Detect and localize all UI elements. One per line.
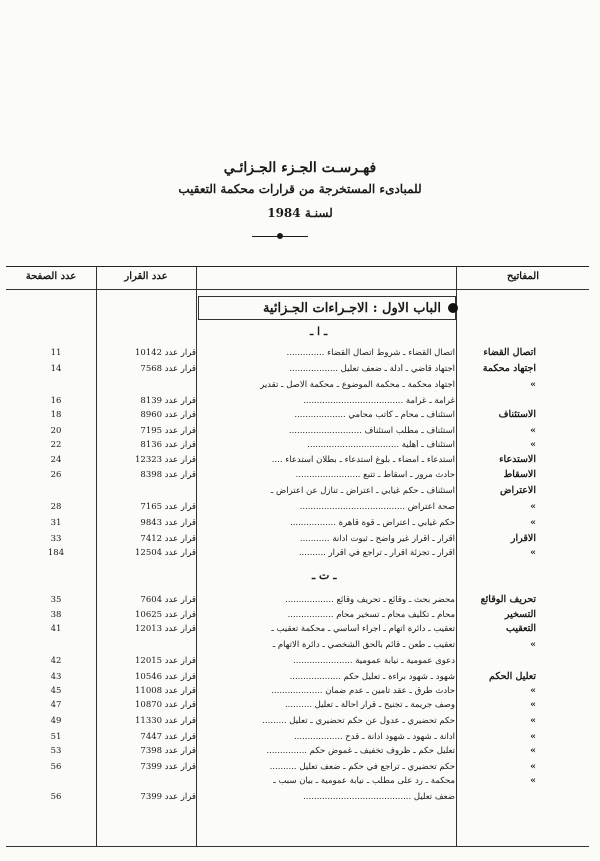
entry-key: الاسقاط (503, 469, 536, 480)
page-number: 14 (50, 364, 62, 374)
entry-subject: حكم تحضيري ـ تراجع في حكم ـ ضعف تعليل .......... (269, 762, 455, 772)
entry-subject: استئناف ـ محام ـ كاتب محامي ................... (294, 410, 455, 420)
page-number: 47 (50, 700, 62, 710)
entry-key: الاعتراض (500, 485, 536, 496)
bullet-icon (448, 303, 458, 313)
table-row (0, 502, 600, 516)
decision-number: قرار عدد 7195 (140, 426, 196, 436)
column-header-keys: المفاتيح (507, 271, 539, 282)
table-row (0, 716, 600, 730)
entry-key: » (530, 761, 536, 772)
decision-number: قرار عدد 10142 (135, 348, 196, 358)
entry-key: اتصال القضاء (483, 347, 536, 358)
entry-key: » (530, 547, 536, 558)
decision-number: قرار عدد 8398 (140, 470, 196, 480)
page-number: 49 (50, 716, 62, 726)
entry-subject: دعوى عمومية ـ نيابة عمومية ...................... (293, 656, 455, 666)
entry-key: الاقرار (510, 533, 536, 544)
page-number: 16 (50, 396, 62, 406)
table-row (0, 792, 600, 806)
entry-subject: اتصال القضاء ـ شروط اتصال القضاء .............. (286, 348, 455, 358)
table-row (0, 610, 600, 624)
page-number: 18 (50, 410, 62, 420)
table-row (0, 732, 600, 746)
decision-number: قرار عدد 11330 (135, 716, 196, 726)
table-row (0, 656, 600, 670)
entry-subject: حكم غيابي ـ اعتراض ـ قوة قاهرة ................. (290, 518, 455, 528)
entry-subject: استئناف ـ أهلية .................................. (307, 440, 455, 450)
section-letter: ـ ا ـ (310, 325, 328, 338)
decision-number: قرار عدد 7568 (140, 364, 196, 374)
entry-key: التعقيب (506, 623, 536, 634)
entry-key: » (530, 715, 536, 726)
header-rule (6, 289, 589, 290)
table-row (0, 364, 600, 378)
chapter-heading (198, 296, 456, 320)
entry-key: » (530, 775, 536, 786)
page-number: 56 (50, 792, 62, 802)
entry-key: الاستدعاء (499, 454, 536, 465)
decision-number: قرار عدد 7604 (140, 595, 196, 605)
entry-subject: ضعف تعليل ........................................ (303, 792, 455, 802)
entry-key: تعليل الحكم (489, 671, 536, 682)
entry-subject: حكم تحضيري ـ عدول عن حكم تحضيري ـ تعليل ......... (262, 716, 455, 726)
page-number: 42 (50, 656, 62, 666)
chapter-title: الباب الاول : الاجـراءات الجـزائية (262, 301, 441, 316)
entry-key: » (530, 639, 536, 650)
section-letter: ـ ت ـ (312, 569, 337, 582)
decision-number: قرار عدد 7412 (140, 534, 196, 544)
decision-number: قرار عدد 8139 (140, 396, 196, 406)
table-row (0, 426, 600, 440)
entry-key: الاستئناف (498, 409, 536, 420)
page-number: 11 (50, 348, 62, 358)
entry-subject: اجتهاد محكمة ـ محكمة الموضوع ـ محكمة الاصل ـ تقدير (260, 380, 455, 390)
entry-subject: حادث طرق ـ عقد تامين ـ عدم ضمان ................... (271, 686, 455, 696)
table-row (0, 396, 600, 410)
table-row (0, 380, 600, 394)
entry-key: » (530, 439, 536, 450)
entry-key: تحريف الوقائع (480, 594, 536, 605)
page-number: 20 (50, 426, 62, 436)
table-row (0, 455, 600, 469)
decision-number: قرار عدد 12013 (135, 624, 196, 634)
decision-number: قرار عدد 7398 (140, 746, 196, 756)
decision-number: قرار عدد 11008 (135, 686, 196, 696)
entry-subject: تعقيب ـ طعن ـ قائم بالحق الشخصي ـ دائرة الاتهام ـ (272, 640, 455, 650)
entry-subject: تعقيب ـ دائرة اتهام ـ اجراء أساسي ـ محكمة تعقيب ـ (271, 624, 455, 634)
table-row (0, 440, 600, 454)
decision-number: قرار عدد 10870 (135, 700, 196, 710)
entry-key: اجتهاد محكمة (482, 363, 536, 374)
entry-subject: استدعاء ـ امضاء ـ بلوغ استدعاء ـ بطلان استدعاء .... (271, 455, 455, 465)
page-number: 38 (50, 610, 62, 620)
page-number: 51 (50, 732, 62, 742)
entry-subject: استئناف ـ مطلب استئناف ........................... (288, 426, 455, 436)
table-row (0, 776, 600, 790)
page-number: 41 (50, 624, 62, 634)
column-header-page: عدد الصفحة (25, 271, 77, 282)
index-title: فهـرسـت الجـزء الجـزائـي (223, 160, 377, 176)
page-number: 43 (50, 672, 62, 682)
decision-number: قرار عدد 7165 (140, 502, 196, 512)
table-row (0, 624, 600, 638)
decision-number: قرار عدد 12015 (135, 656, 196, 666)
entry-subject: اقرار ـ اقرار غير واضح ـ ثبوت ادانة ........... (299, 534, 455, 544)
bottom-rule (6, 846, 589, 847)
entry-key: » (530, 425, 536, 436)
index-year: لسنـة 1984 (267, 206, 333, 220)
decision-number: قرار عدد 7399 (140, 762, 196, 772)
entry-key: » (530, 517, 536, 528)
entry-subject: محكمة ـ رد على مطلب ـ نيابة عمومية ـ بيان سبب ـ (273, 776, 455, 786)
entry-key: » (530, 699, 536, 710)
decision-number: قرار عدد 8136 (140, 440, 196, 450)
decision-number: قرار عدد 8960 (140, 410, 196, 420)
page-number: 31 (50, 518, 62, 528)
entry-key: » (530, 731, 536, 742)
page-number: 184 (47, 548, 65, 558)
entry-subject: غرامة ـ غرامة ..................................... (303, 396, 455, 406)
table-row (0, 595, 600, 609)
table-row (0, 672, 600, 686)
entry-subject: صحة اعتراض ....................................... (299, 502, 455, 512)
entry-subject: حادث مرور ـ اسقاط ـ تتبع ........................ (295, 470, 455, 480)
entry-subject: تعليل حكم ـ ظروف تخفيف ـ غموض حكم ............... (266, 746, 455, 756)
table-row (0, 518, 600, 532)
entry-key: » (530, 501, 536, 512)
table-row (0, 348, 600, 362)
entry-subject: ادانة ـ شهود ـ شهود ادانة ـ قدح .................. (293, 732, 455, 742)
entry-subject: اجتهاد قاضي ـ أدلة ـ ضعف تعليل .................. (289, 364, 455, 374)
entry-subject: اقرار ـ تجزئة اقرار ـ تراجع في اقرار .......... (298, 548, 455, 558)
decision-number: قرار عدد 9843 (140, 518, 196, 528)
ornament-divider (252, 236, 308, 237)
entry-key: » (530, 685, 536, 696)
table-row (0, 534, 600, 548)
index-subtitle: للمبادىء المستخرجة من قرارات محكمة التعقيب (178, 182, 422, 196)
decision-number: قرار عدد 7447 (140, 732, 196, 742)
page-number: 26 (50, 470, 62, 480)
column-header-decision: عدد القرار (124, 271, 168, 282)
table-row (0, 486, 600, 500)
page-number: 28 (50, 502, 62, 512)
entry-subject: استئناف ـ حكم غيابي ـ اعتراض ـ تنازل عن اعتراض ـ (270, 486, 455, 496)
page-number: 22 (50, 440, 62, 450)
table-row (0, 410, 600, 424)
entry-key: » (530, 379, 536, 390)
table-row (0, 640, 600, 654)
table-row (0, 762, 600, 776)
page-number: 35 (50, 595, 62, 605)
decision-number: قرار عدد 12504 (135, 548, 196, 558)
table-row (0, 686, 600, 700)
decision-number: قرار عدد 10625 (135, 610, 196, 620)
entry-subject: وصف جريمة ـ تجنيح ـ قرار احالة ـ تعليل .......... (284, 700, 455, 710)
page-number: 53 (50, 746, 62, 756)
entry-key: » (530, 745, 536, 756)
page-number: 33 (50, 534, 62, 544)
entry-subject: محام ـ تكليف محام ـ تسخير محام ................. (287, 610, 455, 620)
table-row (0, 700, 600, 714)
decision-number: قرار عدد 7399 (140, 792, 196, 802)
page-number: 24 (50, 455, 62, 465)
page-number: 56 (50, 762, 62, 772)
entry-subject: محضر بحث ـ وقائع ـ تحريف وقائع .................. (285, 595, 455, 605)
decision-number: قرار عدد 12323 (135, 455, 196, 465)
decision-number: قرار عدد 10546 (135, 672, 196, 682)
table-row (0, 548, 600, 562)
table-row (0, 470, 600, 484)
entry-key: التسخير (504, 609, 536, 620)
entry-subject: شهود ـ شهود براءة ـ تعليل حكم ................... (289, 672, 455, 682)
page-number: 45 (50, 686, 62, 696)
table-row (0, 746, 600, 760)
